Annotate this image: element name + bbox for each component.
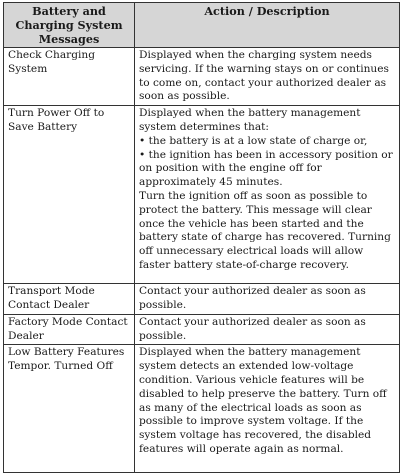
message-cell: Factory Mode Contact Dealer xyxy=(4,314,135,345)
description-intro: Displayed when the battery management system determines that: xyxy=(139,107,361,133)
list-item: • the ignition has been in accessory position or on position with the engine off for approximately 45 minutes. xyxy=(139,149,395,190)
message-cell: Turn Power Off to Save Battery xyxy=(4,106,135,284)
description-followup: Turn the ignition off as soon as possible to protect the battery. This message will clear once the vehicle has been started and the battery state of charge has recovered. Turning off unnecessary electrical loads will allow faster battery state-of-charge recovery. xyxy=(139,189,391,271)
message-cell: Transport Mode Contact Dealer xyxy=(4,284,135,315)
list-item: • the battery is at a low state of charge or, xyxy=(139,135,395,149)
description-cell: Contact your authorized dealer as soon as possible. xyxy=(135,314,400,345)
description-cell: Displayed when the battery management system detects an extended low-voltage condition. Various vehicle features will be disabled to help preserve the battery. Turn off as many of the electrical loads as soon as possible to improve system voltage. If the system voltage has recovered, the disabled features will operate again as normal. xyxy=(135,345,400,473)
message-cell: Check Charging System xyxy=(4,48,135,106)
table-header-row xyxy=(4,3,400,48)
table-row xyxy=(4,314,400,345)
header-action-description: Action / Description xyxy=(135,3,400,48)
message-cell: Low Battery Features Tempor. Turned Off xyxy=(4,345,135,473)
table-row xyxy=(4,48,400,106)
condition-list xyxy=(139,135,395,190)
description-cell: Displayed when the charging system needs servicing. If the warning stays on or continues to come on, contact your authorized dealer as soon as possible. xyxy=(135,48,400,106)
table-row xyxy=(4,345,400,473)
header-messages: Battery and Charging System Messages xyxy=(4,3,135,48)
description-cell xyxy=(135,106,400,284)
table-row xyxy=(4,106,400,284)
battery-messages-table xyxy=(3,2,400,473)
table-row xyxy=(4,284,400,315)
description-cell: Contact your authorized dealer as soon as possible. xyxy=(135,284,400,315)
